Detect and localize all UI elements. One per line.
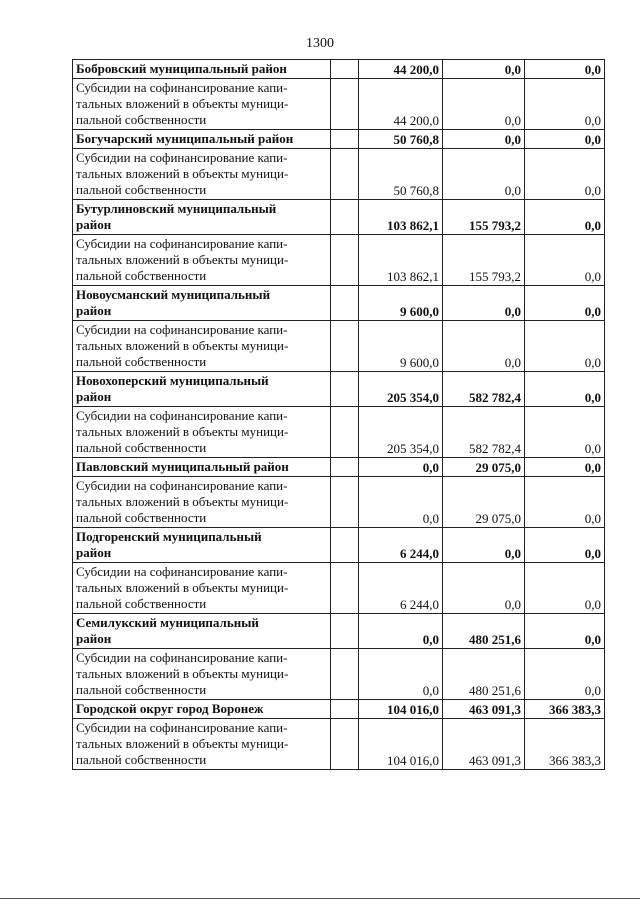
amount-year-1: 0,0 [359, 477, 443, 528]
amount-year-1: 44 200,0 [359, 60, 443, 79]
subsidy-row [73, 235, 605, 286]
amount-year-1: 0,0 [359, 649, 443, 700]
code-cell [331, 286, 359, 321]
subsidy-row [73, 477, 605, 528]
amount-year-3: 0,0 [525, 407, 605, 458]
code-cell [331, 200, 359, 235]
code-cell [331, 130, 359, 149]
amount-year-3: 0,0 [525, 130, 605, 149]
code-cell [331, 79, 359, 130]
amount-year-1: 103 862,1 [359, 200, 443, 235]
subsidy-description: Субсидии на софинансирование капи- тальных вложений в объекты муници- пальной собственности [73, 235, 331, 286]
amount-year-2: 29 075,0 [443, 458, 525, 477]
amount-year-3: 0,0 [525, 372, 605, 407]
subsidy-row [73, 79, 605, 130]
page-number: 1300 [306, 36, 334, 51]
amount-year-3: 0,0 [525, 321, 605, 372]
subsidy-description: Субсидии на софинансирование капи- тальных вложений в объекты муници- пальной собственности [73, 321, 331, 372]
amount-year-2: 0,0 [443, 321, 525, 372]
amount-year-2: 0,0 [443, 60, 525, 79]
amount-year-1: 6 244,0 [359, 528, 443, 563]
subsidy-description: Субсидии на софинансирование капи- тальных вложений в объекты муници- пальной собственности [73, 719, 331, 770]
amount-year-3: 0,0 [525, 458, 605, 477]
code-cell [331, 458, 359, 477]
amount-year-3: 0,0 [525, 60, 605, 79]
amount-year-1: 0,0 [359, 458, 443, 477]
amount-year-3: 0,0 [525, 235, 605, 286]
amount-year-3: 0,0 [525, 477, 605, 528]
amount-year-3: 0,0 [525, 149, 605, 200]
code-cell [331, 563, 359, 614]
amount-year-1: 6 244,0 [359, 563, 443, 614]
district-name: Бутурлиновский муниципальный район [73, 200, 331, 235]
amount-year-1: 205 354,0 [359, 407, 443, 458]
footer-rule [0, 898, 640, 899]
district-total-row [73, 458, 605, 477]
amount-year-1: 44 200,0 [359, 79, 443, 130]
amount-year-3: 0,0 [525, 614, 605, 649]
subsidy-row [73, 149, 605, 200]
subsidy-description: Субсидии на софинансирование капи- тальных вложений в объекты муници- пальной собственности [73, 149, 331, 200]
district-name: Богучарский муниципальный район [73, 130, 331, 149]
subsidy-description: Субсидии на софинансирование капи- тальных вложений в объекты муници- пальной собственности [73, 407, 331, 458]
code-cell [331, 60, 359, 79]
amount-year-2: 480 251,6 [443, 649, 525, 700]
amount-year-1: 0,0 [359, 614, 443, 649]
amount-year-2: 29 075,0 [443, 477, 525, 528]
amount-year-1: 9 600,0 [359, 286, 443, 321]
amount-year-3: 0,0 [525, 79, 605, 130]
amount-year-3: 0,0 [525, 528, 605, 563]
code-cell [331, 719, 359, 770]
amount-year-1: 50 760,8 [359, 130, 443, 149]
code-cell [331, 700, 359, 719]
amount-year-2: 480 251,6 [443, 614, 525, 649]
amount-year-2: 0,0 [443, 79, 525, 130]
code-cell [331, 321, 359, 372]
amount-year-3: 0,0 [525, 649, 605, 700]
code-cell [331, 649, 359, 700]
amount-year-2: 0,0 [443, 130, 525, 149]
district-total-row [73, 286, 605, 321]
amount-year-2: 582 782,4 [443, 372, 525, 407]
district-total-row [73, 528, 605, 563]
amount-year-1: 205 354,0 [359, 372, 443, 407]
amount-year-3: 0,0 [525, 200, 605, 235]
subsidy-row [73, 649, 605, 700]
subsidy-description: Субсидии на софинансирование капи- тальных вложений в объекты муници- пальной собственности [73, 79, 331, 130]
subsidy-description: Субсидии на софинансирование капи- тальных вложений в объекты муници- пальной собственности [73, 563, 331, 614]
district-total-row [73, 614, 605, 649]
amount-year-2: 0,0 [443, 149, 525, 200]
budget-table [72, 59, 605, 770]
amount-year-3: 366 383,3 [525, 719, 605, 770]
subsidy-row [73, 321, 605, 372]
code-cell [331, 235, 359, 286]
amount-year-1: 104 016,0 [359, 700, 443, 719]
budget-table-body [73, 60, 605, 770]
subsidy-description: Субсидии на софинансирование капи- тальных вложений в объекты муници- пальной собственности [73, 477, 331, 528]
amount-year-3: 366 383,3 [525, 700, 605, 719]
amount-year-2: 155 793,2 [443, 235, 525, 286]
district-total-row [73, 60, 605, 79]
amount-year-1: 9 600,0 [359, 321, 443, 372]
district-name: Павловский муниципальный район [73, 458, 331, 477]
amount-year-2: 0,0 [443, 528, 525, 563]
amount-year-2: 463 091,3 [443, 700, 525, 719]
amount-year-2: 155 793,2 [443, 200, 525, 235]
district-name: Подгоренский муниципальный район [73, 528, 331, 563]
code-cell [331, 614, 359, 649]
district-total-row [73, 130, 605, 149]
amount-year-2: 0,0 [443, 286, 525, 321]
code-cell [331, 407, 359, 458]
district-name: Новоусманский муниципальный район [73, 286, 331, 321]
amount-year-1: 103 862,1 [359, 235, 443, 286]
amount-year-1: 50 760,8 [359, 149, 443, 200]
district-name: Семилукский муниципальный район [73, 614, 331, 649]
amount-year-2: 582 782,4 [443, 407, 525, 458]
amount-year-2: 463 091,3 [443, 719, 525, 770]
subsidy-row [73, 407, 605, 458]
amount-year-2: 0,0 [443, 563, 525, 614]
amount-year-3: 0,0 [525, 286, 605, 321]
district-name: Бобровский муниципальный район [73, 60, 331, 79]
district-name: Новохоперский муниципальный район [73, 372, 331, 407]
district-name: Городской округ город Воронеж [73, 700, 331, 719]
code-cell [331, 477, 359, 528]
amount-year-1: 104 016,0 [359, 719, 443, 770]
code-cell [331, 372, 359, 407]
subsidy-row [73, 563, 605, 614]
subsidy-row [73, 719, 605, 770]
subsidy-description: Субсидии на софинансирование капи- тальных вложений в объекты муници- пальной собственности [73, 649, 331, 700]
code-cell [331, 528, 359, 563]
code-cell [331, 149, 359, 200]
amount-year-3: 0,0 [525, 563, 605, 614]
district-total-row [73, 372, 605, 407]
district-total-row [73, 700, 605, 719]
district-total-row [73, 200, 605, 235]
